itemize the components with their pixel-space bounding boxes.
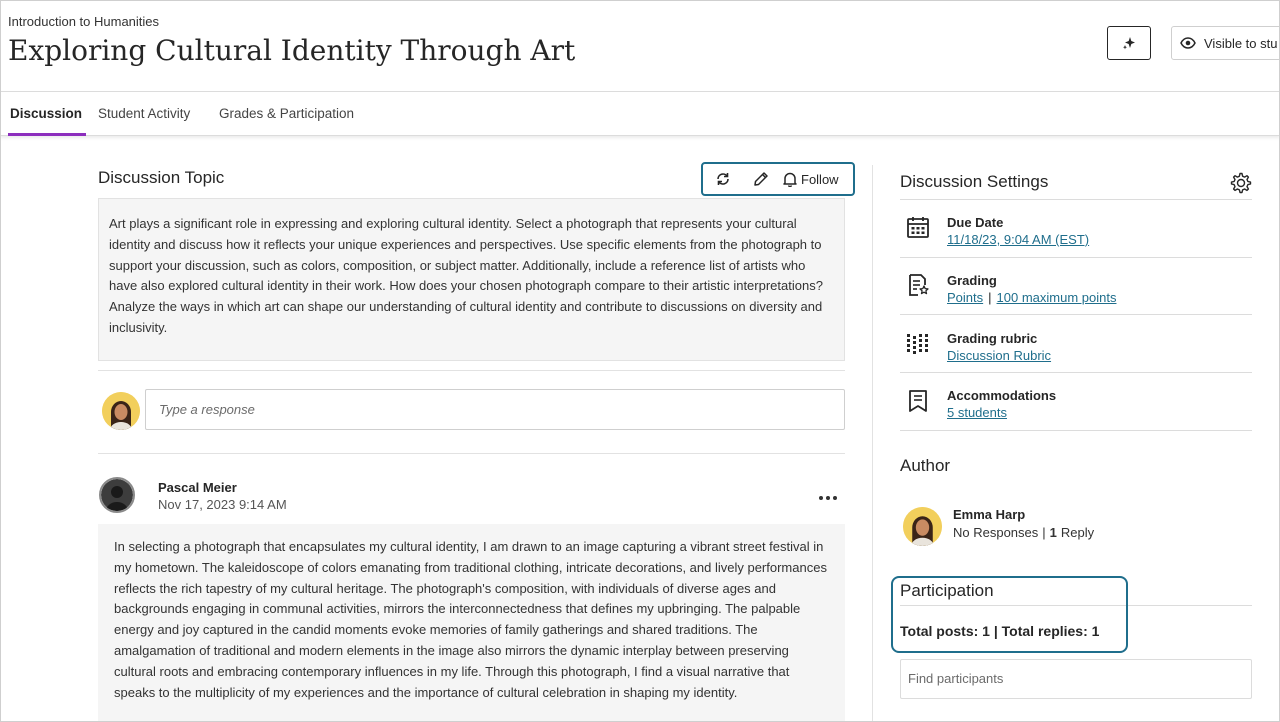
refresh-button[interactable] [715,171,731,187]
edit-button[interactable] [753,171,769,187]
response-input[interactable]: Type a response [145,389,845,430]
post-author-avatar [99,477,135,513]
page-title: Exploring Cultural Identity Through Art [8,34,576,67]
grading-label: Grading [947,273,997,288]
follow-button[interactable] [783,171,839,187]
author-stats [953,525,1094,540]
divider [900,430,1252,431]
find-participants-input[interactable]: Find participants [900,659,1252,699]
tab-student-activity[interactable]: Student Activity [98,106,191,121]
participation-heading: Participation [900,581,994,600]
refresh-icon [715,171,731,187]
follow-label: Follow [801,171,839,187]
gear-icon [1229,171,1253,195]
eye-icon [1180,37,1196,49]
more-options-button[interactable] [815,488,841,508]
more-dot-icon [826,496,830,500]
stats-separator: | [1042,525,1046,540]
accommodations-label: Accommodations [947,388,1057,403]
settings-button[interactable] [1229,171,1253,200]
more-dot-icon [819,496,823,500]
visibility-button[interactable] [1171,26,1280,60]
author-replies-count: 1 [1049,525,1057,540]
author-replies-label: Reply [1060,525,1095,540]
grading-icon [906,273,930,302]
bell-icon [783,171,797,187]
visibility-label: Visible to stu [1204,35,1278,51]
page-header [0,0,1280,92]
pencil-icon [753,171,769,187]
tab-grades-participation[interactable]: Grades & Participation [219,106,355,121]
course-name[interactable]: Introduction to Humanities [8,14,160,29]
more-dot-icon [833,496,837,500]
tab-bar [0,92,1280,136]
topic-actions-group [701,162,855,196]
discussion-settings-heading: Discussion Settings [900,172,1049,191]
divider [98,370,845,371]
accommodations-link[interactable]: 5 students [947,405,1007,420]
post-date: Nov 17, 2023 9:14 AM [158,497,287,512]
post-body: In selecting a photograph that encapsulates my cultural identity, I am drawn to an image capturing a vibrant street festival in my hometown. The kaleidoscope of colors emanating from traditional clothing, intricate decorations, and lively performances reflects the rich tapestry of my cultural heritage. The photograph's composition, with individuals of diverse ages and backgrounds engaging in communal activities, mirrors the interconnectedness that defines my upbringing. The palpable energy and joy captured in the candid moments evoke memories of family gatherings and shared traditions. The amalgamation of traditional and modern elements in the image also mirrors the dynamic interplay between preserving cultural roots and embracing contemporary influences in my life. Through this photograph, I find a visual narrative that speaks to the multiplicity of my experiences and the importance of cultural celebration in shaping my identity. [98,524,845,722]
current-user-avatar [102,392,140,430]
divider [900,257,1252,258]
divider [900,372,1252,373]
sparkle-icon [1121,35,1137,51]
grading-type-link[interactable]: Points [947,290,984,305]
rubric-label: Grading rubric [947,331,1038,346]
author-heading: Author [900,456,951,475]
rubric-link[interactable]: Discussion Rubric [947,348,1052,363]
divider [98,453,845,454]
due-date-link[interactable]: 11/18/23, 9:04 AM (EST) [947,232,1090,247]
calendar-icon [906,215,930,244]
discussion-topic-heading: Discussion Topic [98,168,225,187]
tab-discussion[interactable]: Discussion [10,92,82,136]
author-responses: No Responses [953,525,1039,540]
divider [900,199,1252,200]
author-avatar [903,507,942,546]
grading-value [947,290,1116,305]
rubric-icon [906,332,930,361]
grading-separator: | [988,290,992,305]
column-divider [872,165,873,722]
ai-assist-button[interactable] [1107,26,1151,60]
author-name[interactable]: Emma Harp [953,507,1026,522]
grading-max-points-link[interactable]: 100 maximum points [996,290,1117,305]
post-author-name[interactable]: Pascal Meier [158,480,237,495]
divider [900,314,1252,315]
bookmark-icon [906,389,930,418]
discussion-topic-body: Art plays a significant role in expressing and exploring cultural identity. Select a photograph that represents your cultural identity and discuss how it reflects your unique experiences and perspectives. Use specific elements from the photograph to support your discussion, such as colors, composition, or subject matter. Additionally, include a reference list of artists who have also explored cultural identity in their work. How does your chosen photograph compare to their artistic interpretations? Analyze the ways in which art can shape our understanding of cultural identity and contribute to discussions on diversity and inclusivity. [98,198,845,361]
due-date-label: Due Date [947,215,1004,230]
participation-totals: Total posts: 1 | Total replies: 1 [900,623,1100,639]
